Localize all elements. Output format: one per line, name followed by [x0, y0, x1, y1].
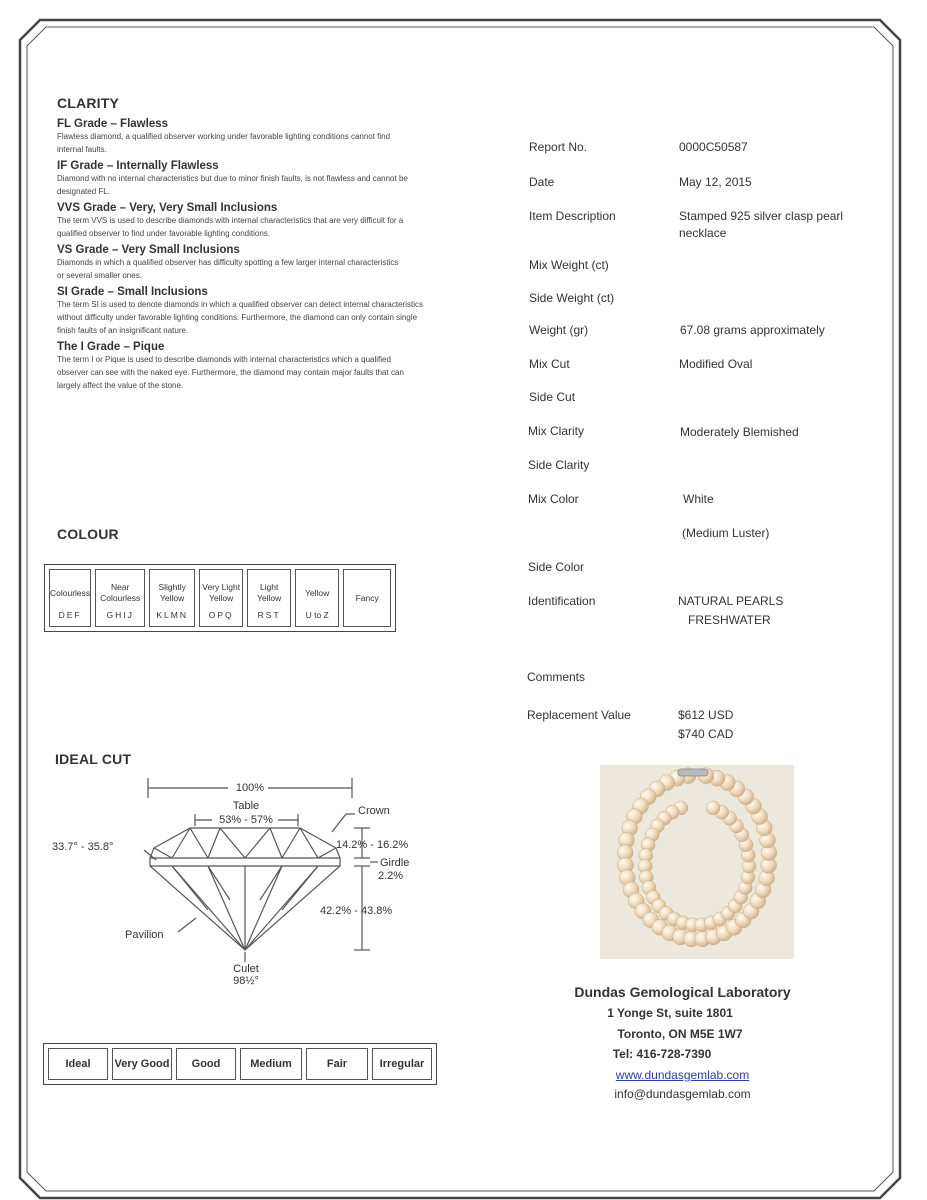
diagram-girdle-value: 2.2%: [378, 870, 404, 882]
report-value-usd: $612 USD: [678, 708, 734, 722]
report-value-report-no: 0000C50587: [679, 140, 748, 154]
report-value-mix-cut: Modified Oval: [679, 357, 753, 371]
diagram-girdle-label: Girdle: [380, 857, 410, 869]
report-label-item-description: Item Description: [529, 209, 616, 223]
cut-grade-good: Good: [176, 1048, 236, 1080]
report-label-date: Date: [529, 175, 555, 189]
report-label-side-clarity: Side Clarity: [528, 458, 590, 472]
report-label-mix-color: Mix Color: [528, 492, 579, 506]
report-value-cad: $740 CAD: [678, 727, 734, 741]
diagram-table-label: Table: [232, 800, 260, 812]
colour-cell-fancy: Fancy: [343, 569, 391, 627]
pearl-necklace-icon: [600, 765, 794, 959]
clarity-heading: CLARITY: [57, 95, 120, 111]
report-label-side-color: Side Color: [528, 560, 585, 574]
diamond-cut-diagram: [40, 770, 440, 995]
report-value-weight: 67.08 grams approximately: [680, 323, 825, 337]
clarity-grade-vvs: VVS Grade – Very, Very Small Inclusions The term VVS is used to describe diamonds with internal characteristics that are very difficult for a qualified observer to find under favorable lighting conditions.: [57, 202, 404, 238]
colour-cell-slightly-yellow: Slightly Yellow KLMN: [149, 569, 195, 627]
report-value-mix-color: White: [683, 492, 714, 506]
cut-grade-very-good: Very Good: [112, 1048, 172, 1080]
lab-website-link[interactable]: www.dundasgemlab.com: [615, 1068, 750, 1082]
report-value-luster: (Medium Luster): [682, 526, 770, 540]
cut-grade-table: [43, 1043, 437, 1085]
cut-grade-fair: Fair: [306, 1048, 368, 1080]
clarity-grade-i: The I Grade – Pique The term I or Pique is used to describe diamonds with internal characteristics which a qualified observer can see with the naked eye. Furthermore, the diamond may contain major faults that can largely affect the value of the stone.: [57, 341, 404, 390]
report-label-identification: Identification: [528, 594, 596, 608]
report-label-mix-clarity: Mix Clarity: [528, 424, 584, 438]
lab-phone: Tel: 416-728-7390: [612, 1047, 712, 1061]
report-value-identification-type: FRESHWATER: [688, 613, 771, 627]
colour-cell-light-yellow: Light Yellow RST: [247, 569, 291, 627]
lab-name: Dundas Gemological Laboratory: [574, 984, 791, 1000]
pearl-bead: [706, 801, 720, 815]
diagram-culet-value: 98½°: [233, 975, 259, 987]
report-label-side-weight: Side Weight (ct): [529, 291, 615, 305]
diagram-crown-angle: 33.7° - 35.8°: [52, 841, 114, 853]
report-value-mix-clarity: Moderately Blemished: [680, 425, 799, 439]
colour-cell-very-light-yellow: Very Light Yellow OPQ: [199, 569, 243, 627]
colour-cell-near-colourless: Near Colourless GHIJ: [95, 569, 145, 627]
cut-grade-medium: Medium: [240, 1048, 302, 1080]
report-label-replacement-value: Replacement Value: [527, 708, 631, 722]
clarity-grade-fl: FL Grade – Flawless Flawless diamond, a qualified observer working under favorable lighting conditions cannot find internal faults.: [57, 118, 391, 154]
diagram-culet-label: Culet: [233, 963, 259, 975]
lab-email[interactable]: info@dundasgemlab.com: [614, 1087, 751, 1101]
clarity-grade-vs: VS Grade – Very Small Inclusions Diamonds in which a qualified observer has difficulty spotting a few larger internal characteristics or several smaller ones.: [57, 244, 399, 280]
colour-scale-table: [44, 564, 396, 632]
lab-address-line2: Toronto, ON M5E 1W7: [617, 1027, 743, 1041]
report-label-report-no: Report No.: [529, 140, 588, 154]
diagram-crown-label: Crown: [358, 805, 390, 817]
diagram-table-range: 53% - 57%: [219, 814, 273, 826]
diagram-width-label: 100%: [235, 782, 265, 794]
report-value-identification: NATURAL PEARLS: [678, 594, 784, 608]
diagram-crown-height: 14.2% - 16.2%: [336, 839, 409, 851]
report-value-item-description: Stamped 925 silver clasp pearl necklace: [679, 209, 844, 240]
cut-grade-irregular: Irregular: [372, 1048, 432, 1080]
ideal-cut-heading: IDEAL CUT: [55, 751, 132, 767]
clarity-grades: [57, 118, 427, 392]
report-label-mix-weight: Mix Weight (ct): [529, 258, 609, 272]
diagram-pavilion-label: Pavilion: [125, 929, 164, 941]
report-label-side-cut: Side Cut: [529, 390, 576, 404]
report-label-comments: Comments: [527, 670, 586, 684]
report-label-weight: Weight (gr): [529, 323, 589, 337]
colour-heading: COLOUR: [57, 526, 119, 542]
colour-cell-yellow: Yellow U to Z: [295, 569, 339, 627]
report-value-date: May 12, 2015: [679, 175, 752, 189]
report-label-mix-cut: Mix Cut: [529, 357, 570, 371]
colour-cell-colourless: Colourless DEF: [49, 569, 91, 627]
clarity-grade-si: SI Grade – Small Inclusions The term SI is used to denote diamonds in which a qualified observer can detect internal characteristics without difficulty under favorable lighting conditions. Furthermore, the diamond can only contain single finish faults of an insignificant nature.: [57, 286, 423, 335]
pearl-necklace-photo: [600, 765, 794, 959]
diagram-pavilion-depth: 42.2% - 43.8%: [320, 905, 393, 917]
cut-grade-ideal: Ideal: [48, 1048, 108, 1080]
clarity-grade-if: IF Grade – Internally Flawless Diamond with no internal characteristics but due to minor finish faults, is not flawless and cannot be designated FL.: [57, 160, 408, 196]
lab-address-line1: 1 Yonge St, suite 1801: [607, 1006, 733, 1020]
